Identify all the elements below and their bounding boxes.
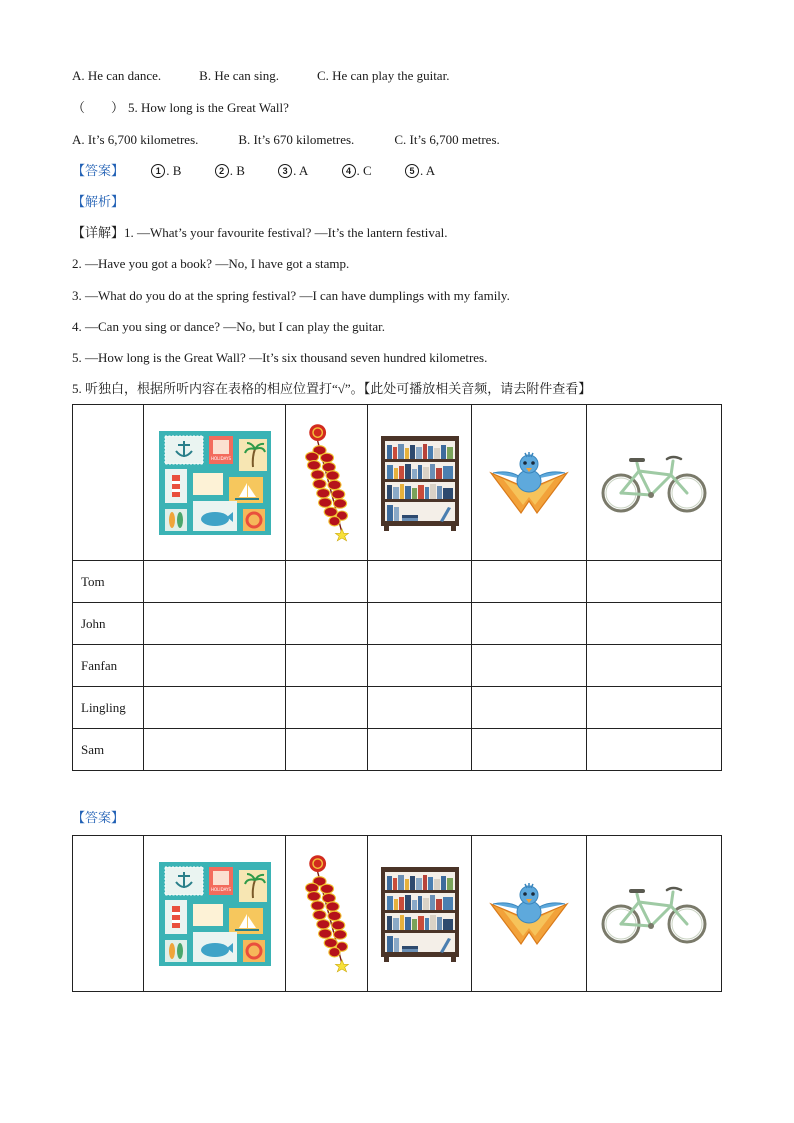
- check-cell[interactable]: [587, 561, 722, 603]
- detail-line-5: 5. —How long is the Great Wall? —It’s six thousand seven hundred kilometres.: [72, 350, 488, 365]
- answer-label: 【答案】: [72, 163, 125, 178]
- listening-table: [72, 404, 722, 771]
- check-cell[interactable]: [286, 729, 368, 771]
- q4-option-a: A. He can dance.: [72, 68, 162, 83]
- check-cell[interactable]: [368, 687, 472, 729]
- bookshelf-picture: [380, 435, 460, 531]
- row-name-tom: Tom: [73, 561, 144, 603]
- pic-cell-bookshelf: [368, 836, 472, 992]
- q5-question-line: [72, 100, 289, 116]
- check-cell[interactable]: [286, 603, 368, 645]
- q5-paren: （ ）: [72, 100, 125, 115]
- answer-num-2: 2: [215, 164, 229, 178]
- check-cell[interactable]: [144, 561, 286, 603]
- check-cell[interactable]: [286, 561, 368, 603]
- q4-option-c: C. He can play the guitar.: [316, 68, 450, 83]
- pic-cell-stamps: [144, 836, 286, 992]
- detail-line-4: 4. —Can you sing or dance? —No, but I can play the guitar.: [72, 319, 386, 334]
- check-cell[interactable]: [144, 603, 286, 645]
- picture-row: [73, 405, 722, 561]
- table-row: [73, 729, 722, 771]
- answer-item-4: [342, 163, 372, 178]
- analysis-label: 【解析】: [72, 194, 125, 209]
- check-cell[interactable]: [368, 645, 472, 687]
- firecrackers-picture: [299, 421, 355, 545]
- check-cell[interactable]: [472, 645, 587, 687]
- check-cell[interactable]: [144, 687, 286, 729]
- check-cell[interactable]: [286, 687, 368, 729]
- corner-cell: [73, 405, 144, 561]
- check-cell[interactable]: [286, 645, 368, 687]
- answer-val-1: . B: [166, 163, 182, 178]
- answer-line: [72, 163, 435, 179]
- firecrackers-picture: [299, 852, 355, 976]
- detail-label: 【详解】: [72, 225, 125, 240]
- check-cell[interactable]: [587, 645, 722, 687]
- answer-num-1: 1: [151, 164, 165, 178]
- pic-cell-kite: [472, 405, 587, 561]
- answer-val-4: . C: [356, 163, 372, 178]
- answer-num-4: 4: [342, 164, 356, 178]
- check-cell[interactable]: [472, 687, 587, 729]
- check-cell[interactable]: [144, 645, 286, 687]
- q5-question: 5. How long is the Great Wall?: [128, 100, 289, 115]
- bookshelf-picture: [380, 866, 460, 962]
- check-cell[interactable]: [587, 729, 722, 771]
- pic-cell-bicycle: [587, 836, 722, 992]
- table-row: [73, 687, 722, 729]
- q5-option-c: C. It’s 6,700 metres.: [394, 132, 500, 147]
- answer-val-2: . B: [229, 163, 245, 178]
- stamps-picture: [159, 431, 271, 535]
- answer-table: [72, 835, 722, 992]
- table-row: [73, 645, 722, 687]
- section5-heading: [72, 381, 591, 397]
- row-name-lingling: Lingling: [73, 687, 144, 729]
- kite-picture: [489, 451, 569, 515]
- stamps-picture: [159, 862, 271, 966]
- check-cell[interactable]: [368, 729, 472, 771]
- q4-options: [72, 68, 449, 84]
- check-cell[interactable]: [368, 561, 472, 603]
- detail-line-1: [72, 225, 447, 241]
- bicycle-picture: [599, 451, 709, 515]
- answer-val-3: . A: [293, 163, 309, 178]
- check-cell[interactable]: [472, 603, 587, 645]
- check-cell[interactable]: [587, 687, 722, 729]
- answer-num-5: 5: [405, 164, 419, 178]
- pic-cell-firecrackers: [286, 836, 368, 992]
- check-cell[interactable]: [368, 603, 472, 645]
- picture-row: [73, 836, 722, 992]
- answer-item-2: [215, 163, 245, 178]
- kite-picture: [489, 882, 569, 946]
- bicycle-picture: [599, 882, 709, 946]
- answer-item-3: [278, 163, 308, 178]
- q5-option-b: B. It’s 670 kilometres.: [238, 132, 355, 147]
- check-cell[interactable]: [472, 729, 587, 771]
- answer-item-1: [151, 163, 181, 178]
- q5-options: [72, 132, 500, 148]
- q5-option-a: A. It’s 6,700 kilometres.: [72, 132, 199, 147]
- detail-line-3: 3. —What do you do at the spring festival? —I can have dumplings with my family.: [72, 288, 510, 303]
- section5-note: 【此处可播放相关音频，请去附件查看】: [363, 381, 592, 396]
- answer-item-5: [405, 163, 435, 178]
- answer-num-3: 3: [278, 164, 292, 178]
- row-name-sam: Sam: [73, 729, 144, 771]
- row-name-john: John: [73, 603, 144, 645]
- pic-cell-bookshelf: [368, 405, 472, 561]
- q4-option-b: B. He can sing.: [199, 68, 279, 83]
- detail-text-1: 1. —What’s your favourite festival? —It’s the lantern festival.: [124, 225, 448, 240]
- table-row: [73, 603, 722, 645]
- pic-cell-stamps: [144, 405, 286, 561]
- check-cell[interactable]: [144, 729, 286, 771]
- pic-cell-firecrackers: [286, 405, 368, 561]
- section5-title: 5. 听独白，根据所听内容在表格的相应位置打“√”。: [72, 381, 364, 396]
- check-cell[interactable]: [472, 561, 587, 603]
- corner-cell: [73, 836, 144, 992]
- row-name-fanfan: Fanfan: [73, 645, 144, 687]
- check-cell[interactable]: [587, 603, 722, 645]
- answer-val-5: . A: [419, 163, 436, 178]
- detail-line-2: 2. —Have you got a book? —No, I have got a stamp.: [72, 256, 350, 271]
- table-row: [73, 561, 722, 603]
- answer2-label: 【答案】: [72, 810, 125, 825]
- pic-cell-bicycle: [587, 405, 722, 561]
- pic-cell-kite: [472, 836, 587, 992]
